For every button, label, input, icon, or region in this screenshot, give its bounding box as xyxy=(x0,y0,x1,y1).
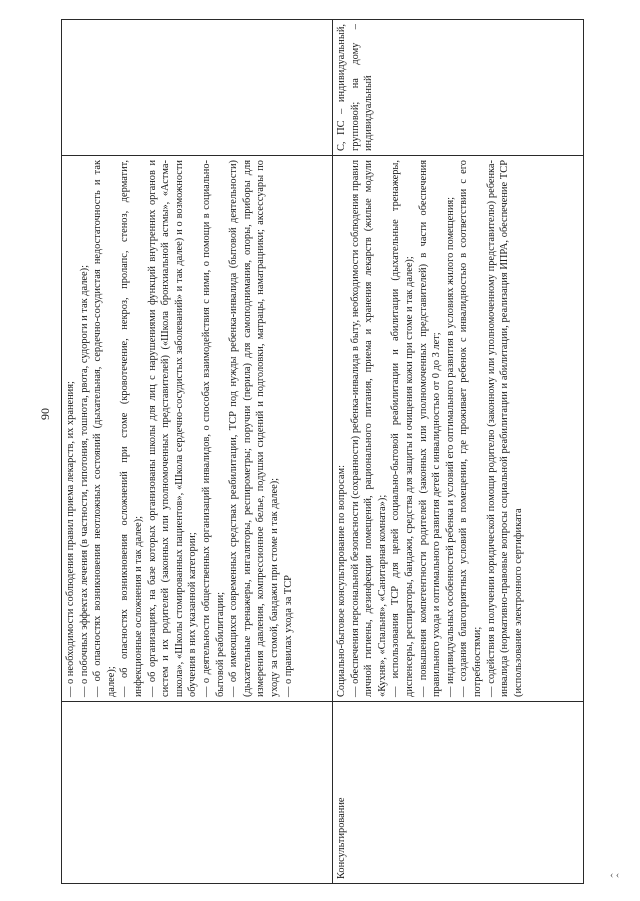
form-cell xyxy=(62,20,333,156)
list-item: — содействия в получении юридической помощи родителю (законному или уполномоченному представителю) ребенка-инвалида (нормативно-правовые вопросы социальной реабилитации и абилитации, реализация ИПРА, обеспечение ТСР (использование электронного сертификата xyxy=(485,160,524,697)
service-type-cell: Консультирование xyxy=(333,702,584,884)
page-number: 90 xyxy=(38,408,52,420)
list-item: — создания благоприятных условий в помещении, где проживает ребенок с инвалидностью в соответствии с его потребностями; xyxy=(458,160,483,697)
scan-mark: ‹ ‹ xyxy=(610,870,620,881)
list-item: — о побочных эффектах лечения (в частности, гипотония, тошнота, рвота, судороги и так далее); xyxy=(78,265,90,697)
list-item: — индивидуальных особенностей ребенка и условий его оптимального развития в условиях жилого помещения; xyxy=(444,196,456,697)
table-row xyxy=(62,20,333,884)
list-item: — об опасностях возникновения осложнений при стоме (кровотечение, некроз, пролапс, стеноз, дерматит, инфекционные осложнения и так далее); xyxy=(119,160,144,697)
list-item: — об опасностях возникновения неотложных состояний (дыхательная, сердечно-сосудистая недостаточность и так далее); xyxy=(92,160,117,697)
list-item: — об организациях, на базе которых организованы школы для лиц с нарушениями функций внутренних органов и систем и их родителей (законных или уполномоченных представителей) («Школа бронхиальной астмы», «Астма-школа», «Школы стомированных пациентов», «Школа сердечно-сосудистых заболеваний» и так далее) и о возможности обучения в них указанной категории; xyxy=(146,160,199,697)
form-cell: С, ПС – индивидуальный, групповой; на дому – индивидуальный xyxy=(333,20,584,156)
list-item: — об имеющихся современных средствах реабилитации, ТСР под нужды ребенка-инвалида (бытовой деятельности) (дыхательные тренажеры, ингаляторы, респирометры; поручни (перила) для самоподнимания, опоры, приборы для измерения давления, компрессионное белье, подушки сидений и подголовки, матрацы, наматрацники; аксессуары по уходу за стомой, бандажи при стоме и так далее); xyxy=(228,160,280,697)
list-item: — повышения компетентности родителей (законных или уполномоченных представителей) в части обеспечения правильного ухода и оптимального развития детей с инвалидностью от 0 до 3 лет; xyxy=(417,160,443,697)
rotated-table-wrapper xyxy=(61,20,583,884)
list-item: — использования ТСР для целей социально-бытовой реабилитации и абилитации (дыхательные тренажеры, диспенсеры, респираторы, бандажи, средства для защиты и очищения кожи при стоме и так далее); xyxy=(390,160,415,697)
list-item: — о необходимости соблюдения правил приема лекарств, их хранения; xyxy=(65,381,76,697)
list-item: — обеспечения персональной безопасности (сохранности) ребенка-инвалида в быту, необходимости соблюдения правил личной гигиены, дезинфекции помещений, рационального питания, приема и хранения лекарств (жилые модули «Кухня», «Спальня», «Санитарная комната»); xyxy=(349,160,388,697)
list-item: — о правилах ухода за ТСР xyxy=(282,575,294,697)
section-heading: Социально-бытовое консультирование по вопросам: xyxy=(336,465,347,697)
content-cell xyxy=(333,156,584,702)
table-row xyxy=(333,20,584,884)
consulting-table xyxy=(61,19,584,884)
list-item: — о деятельности общественных организаций инвалидов, о способах взаимодействия с ними, о помощи в социально-бытовой реабилитации; xyxy=(200,160,226,697)
content-cell xyxy=(62,156,333,702)
service-type-cell xyxy=(62,702,333,884)
